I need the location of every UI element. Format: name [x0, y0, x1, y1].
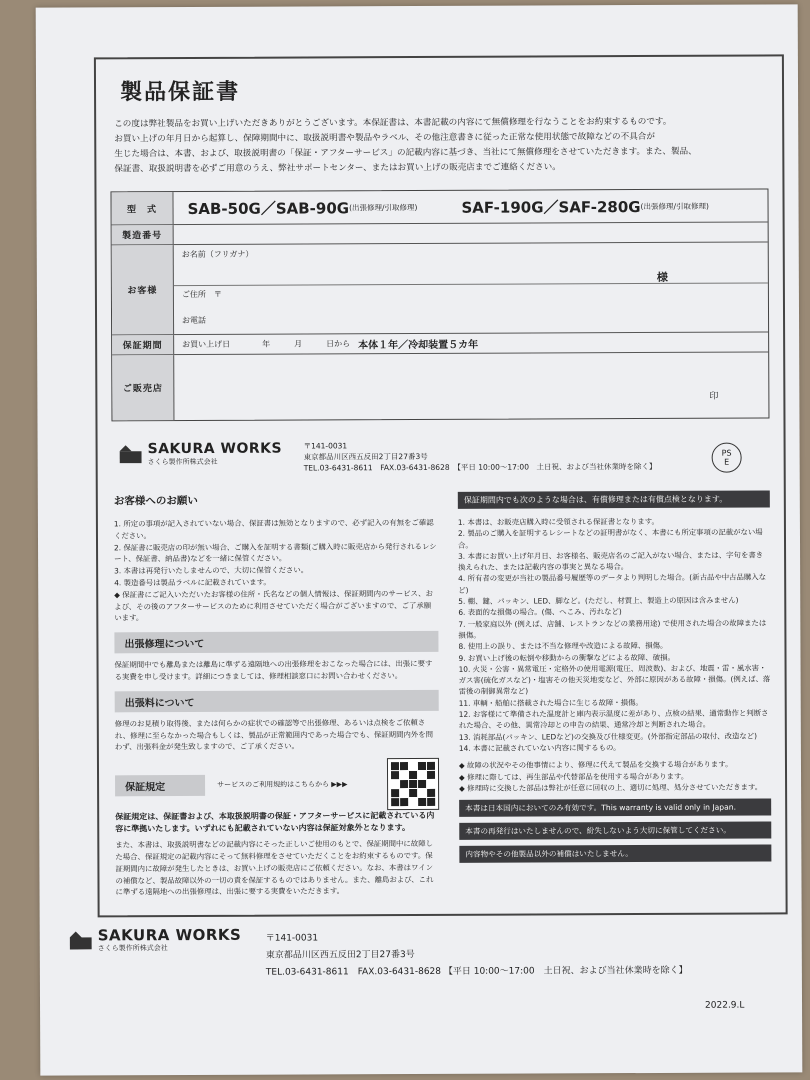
page-title: 製品保証書: [119, 79, 241, 106]
seal-mark: 印: [709, 391, 719, 402]
condition-item: 9. お買い上げ後の転倒や移動からの衝撃などによる故障、破損。: [458, 652, 675, 663]
trip-repair-heading: 出張修理について: [114, 631, 438, 653]
sama-label: 様: [656, 270, 668, 284]
period-row: [112, 331, 768, 354]
street-address: 東京都品川区西五反田2丁目27番3号: [303, 451, 428, 462]
contact-info: TEL.03-6431-8611 FAX.03-6431-8628 【平日 10:00〜17:00 土日祝、および当社休業時を除く】: [303, 461, 657, 473]
footer-brand: SAKURA WORKS: [97, 925, 242, 945]
warranty-rules-bold: 保証規定は、保証書および、本取扱説明書の保証・アフターサービスに記載されている内容に準拠いたします。いずれにも記載されていない内容は保証対象外となります。: [115, 811, 435, 834]
model-b-note: (出張修理/引取修理): [640, 201, 709, 211]
customer-label: お客様: [112, 245, 174, 334]
pse-top: PS: [721, 448, 732, 458]
service-note: ◆ 故障の状況やその他事情により、修理に代えて製品を交換する場合があります。: [458, 759, 733, 771]
name-label: お名前（フリガナ）: [181, 249, 254, 260]
paid-repair-conditions: [458, 490, 772, 862]
serial-field[interactable]: [174, 222, 768, 244]
warranty-rules-text: また、本書は、取扱説明書などの記載内容にそった正しいご使用のもとで、保証期間中に故障した場合、保証規定の記載内容にそって無料修理をさせていただくことをお約束するものです。保証期間内に故障が発生したときは、お買い上げの販売店にご依頼ください。なお、本書はワインの補償など、製品故障以外の一切の責を保証するものではありません。また、離島および、これに準ずる遠隔地への出張修理は、出張に要する実費をいただきます。: [115, 839, 434, 897]
period-value: 本体１年／冷却装置５カ年: [358, 339, 479, 352]
model-label: 型 式: [111, 192, 173, 224]
trip-repair-text: 保証期間中でも離島または離島に準ずる遠隔地への出張修理をおこなった場合には、出張に要する実費を申し受けます。詳細につきましては、修理相談窓口にお問い合わせください。: [114, 659, 433, 682]
condition-item: 5. 棚、鍵、パッキン、LED、脚など。(ただし、材質上、製造上の原因は含みません): [458, 595, 739, 606]
pse-bottom: E: [724, 457, 730, 467]
footer-sub: さくら製作所株式会社: [97, 944, 168, 953]
model-a: SAB-50G／SAB-90G: [187, 198, 350, 218]
serial-row: [112, 221, 768, 244]
warranty-rules-row: [115, 758, 439, 811]
period-label: 保証期間: [112, 335, 174, 354]
no-reissue-notice: 本書の再発行はいたしませんので、紛失しないよう大切に保管してください。: [459, 822, 771, 840]
postal-code: 〒141-0031: [303, 441, 348, 451]
service-note: ◆ 修理に際しては、再生部品や代替部品を使用する場合があります。: [459, 771, 689, 782]
address-label: ご住所 〒: [181, 289, 222, 300]
company-sub: さくら製作所株式会社: [147, 457, 218, 467]
condition-item: 1. 本書は、お販売店購入時に受領される保証書となります。: [457, 516, 659, 527]
condition-item: 7. 一般家庭以外 (例えば、店舗、レストランなどの業務用途) で使用された場合の故障または損傷。: [458, 618, 767, 640]
footer-contact: TEL.03-6431-8611 FAX.03-6431-8628 【平日 10:00〜17:00 土日祝、および当社休業時を除く】: [265, 965, 688, 978]
sakura-logo-icon: [70, 931, 92, 949]
trip-fee-text: 修理のお見積り取得後、または何らかの症状での確認等で出張修理、あるいは点検をご依頼され、修理に至らなかった場合もしくは、製品が正常範囲内であった場合でも、保証期間内外を問わず、出張料金が発生致しますので、ご了承ください。: [114, 717, 434, 752]
note-item: 4. 製造番号は製品ラベルに記載されています。: [114, 577, 271, 588]
condition-item: 8. 使用上の誤り、または不当な修理や改造による故障、損傷。: [458, 641, 668, 652]
company-block: [120, 441, 283, 468]
note-item: 1. 所定の事項が記入されていない場合、保証書は無効となりますので、必ず記入の有無をご確認ください。: [113, 517, 434, 541]
condition-item: 10. 火災・公害・異常電圧・定格外の使用電源(電圧、周波数)、および、地震・雷・風水害・ガス害(硫化ガスなど)・塩害その他天災地変など、外部に原因がある故障・損傷。(例えば、落雷後の制御異常など): [458, 663, 771, 697]
paid-repair-header: 保証期間内でも次のような場合は、有償修理または有償点検となります。: [458, 490, 770, 508]
edition-code: 2022.9.L: [705, 1000, 745, 1011]
footer-company: [70, 927, 242, 954]
intro-line: この度は弊社製品をお買い上げいただきありがとうございます。本保証書は、本書記載の内容にて無償修理を行なうことをお約束するものです。: [114, 116, 672, 130]
serial-label: 製造番号: [112, 225, 174, 244]
trip-fee-heading: 出張料について: [115, 690, 439, 712]
customer-row: [112, 241, 768, 334]
condition-item: 4. 所有者の変更が当社の製品番号履歴等のデータより判明した場合。(新古品や中古品購入など): [458, 572, 767, 595]
intro-line: 保証書、取扱説明書を必ずご用意のうえ、弊社サポートセンター、またはお買い上げの販売店までご連絡ください。: [114, 162, 561, 175]
condition-item: 3. 本書にお買い上げ年月日、お客様名、販売店名のご記入がない場合、または、字句を書き換えられた、または記載内容の事実と異なる場合。: [458, 550, 764, 573]
warranty-sheet: [36, 4, 803, 1075]
condition-item: 11. 車輌・船舶に搭載された場合に生じる故障・損傷。: [458, 697, 643, 708]
qr-code-icon[interactable]: [387, 758, 439, 810]
dealer-row: [112, 351, 768, 420]
intro-text: [114, 114, 766, 177]
intro-line: お買い上げの年月日から起算し、保障期間中に、取扱説明書や製品やラベル、その他注意書きに従った正常な使用状態で故障などの不具合が: [114, 131, 655, 145]
customer-notes: [114, 492, 440, 899]
service-terms-link[interactable]: サービスのご利用規約はこちらから ▶▶▶: [217, 780, 348, 790]
purchase-date-label: お買い上げ日 年 月 日から: [182, 339, 351, 350]
pse-mark-icon: [712, 443, 742, 473]
condition-item: 6. 表面的な損傷の場合。(傷、へこみ、汚れなど): [458, 607, 622, 618]
condition-item: 13. 消耗部品(パッキン、LEDなど)の交換及び仕様変更。(外部指定部品の取付、改造など): [458, 731, 758, 742]
footer-address: [266, 929, 688, 982]
footer-postal: 〒141-0031: [265, 933, 319, 944]
condition-item: 12. お客様にて準備された温度計と庫内表示温度に差があり、点検の結果、通常動作と判断された場合、その他、異常冷却との申告の結果、通常冷却と判断された場合。: [458, 708, 769, 731]
company-brand: SAKURA WORKS: [147, 440, 283, 458]
warranty-frame: [94, 54, 788, 917]
service-note: ◆ 修理時に交換した部品は弊社が任意に回収の上、適切に処理、処分させていただきます。: [459, 782, 763, 793]
note-item: 3. 本書は再発行いたしませんので、大切に保管ください。: [114, 565, 309, 576]
note-item: 2. 保証書に販売店の印が無い場合、ご購入を証明する書類(ご購入時に販売店から発行されるレシート、保証書、納品書)などを一緒に保管ください。: [114, 541, 437, 564]
no-compensation-notice: 内容物やその他製品以外の補償はいたしません。: [459, 845, 771, 863]
note-item: ◆ 保証書にご記入いただいたお客様の住所・氏名などの個人情報は、保証期間内のサービス、および、その後のアフターサービスのために利用させていただく場合がございますので、ご了承願います。: [114, 588, 433, 623]
warranty-table: [110, 188, 769, 421]
notes-heading: お客様へのお願い: [113, 494, 198, 508]
model-a-note: (出張修理/引取修理): [349, 202, 418, 212]
intro-line: 生じた場合は、本書、および、取扱説明書の「保証・アフターサービス」の記載内容に基づき、当社にて無償修理をさせていただきます。また、製品、: [114, 146, 697, 160]
japan-only-notice: 本書は日本国内においてのみ有効です。This warranty is valid only in Japan.: [459, 799, 771, 817]
phone-label: お電話: [182, 315, 207, 326]
dealer-label: ご販売店: [112, 355, 174, 420]
model-row: [111, 189, 767, 224]
condition-item: 2. 製品のご購入を証明するレシートなどの証明書がなく、本書にも所定事項の記載がない場合。: [457, 527, 763, 550]
warranty-rules-heading: 保証規定: [115, 775, 205, 796]
model-b: SAF-190G／SAF-280G: [461, 197, 641, 217]
footer-street: 東京都品川区西五反田2丁目27番3号: [265, 950, 415, 961]
company-address: [304, 439, 657, 474]
condition-item: 14. 本書に記載されていない内容に関するもの。: [458, 743, 621, 753]
sakura-logo-icon: [120, 445, 142, 463]
